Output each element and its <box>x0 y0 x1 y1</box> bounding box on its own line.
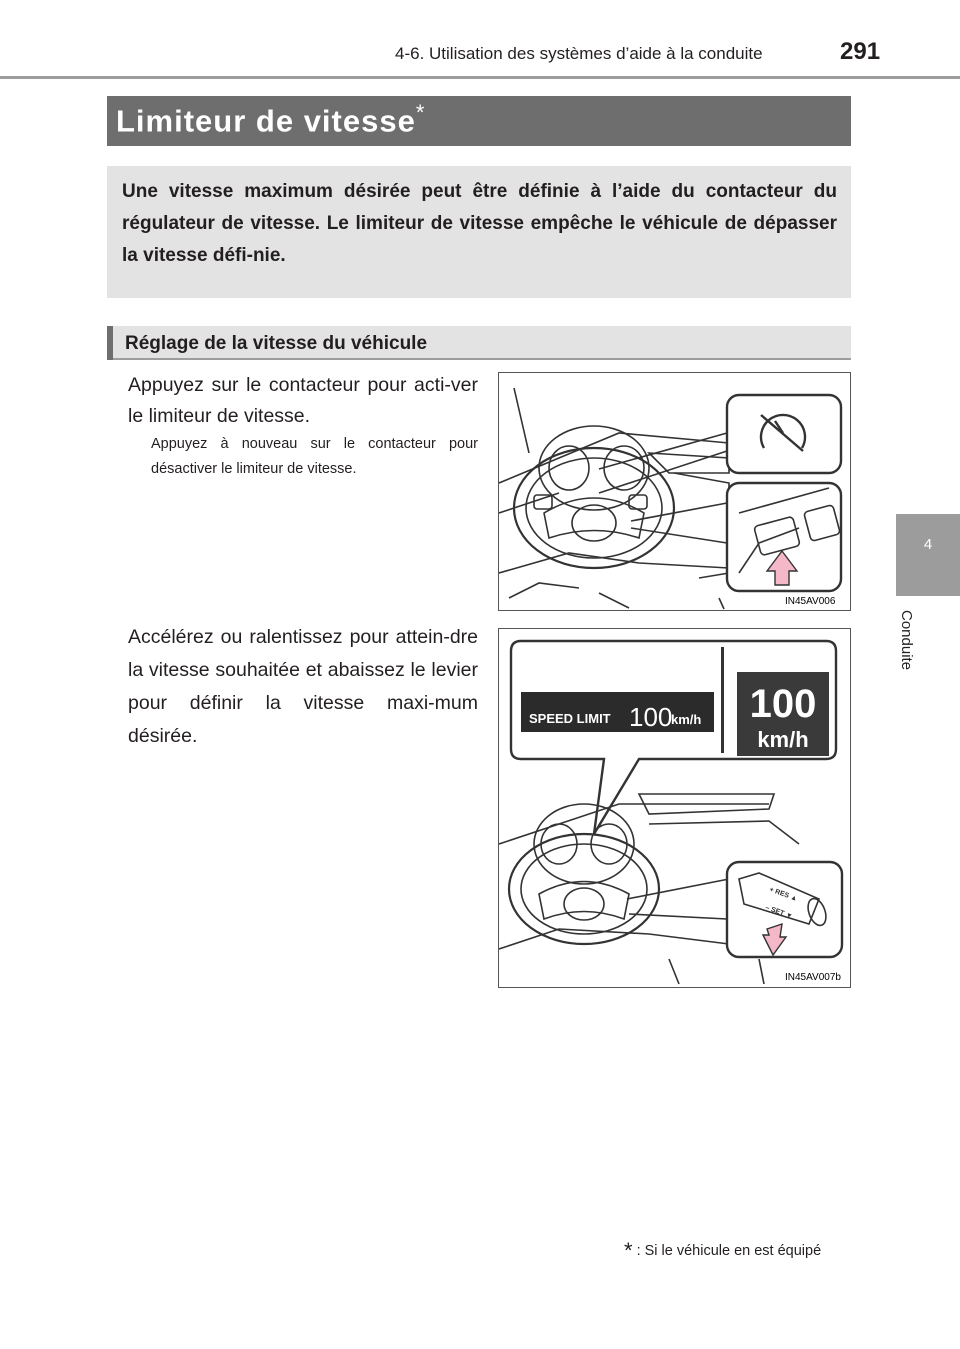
lever-res-label: + RES ▲ <box>768 886 799 903</box>
step-1-note: Appuyez à nouveau sur le contacteur pour désactiver le limiteur de vitesse. <box>151 436 478 477</box>
figure-1-illustration <box>499 373 850 610</box>
footnote-text: : Si le véhicule en est équipé <box>636 1243 822 1259</box>
figure-1-code: IN45AV006 <box>785 596 836 607</box>
intro-text: Une vitesse maximum désirée peut être définie à l’aide du contacteur du régulateur de vitesse. Le limiteur de vitesse empêche le véhicule de dépasser la vitesse défi-nie. <box>122 181 837 266</box>
page-title: Limiteur de vitesse* <box>116 100 426 139</box>
asterisk-icon: * <box>415 100 426 125</box>
figure-speed-limiter-switch <box>498 372 851 611</box>
speed-limit-label: SPEED LIMIT <box>529 711 611 726</box>
step-1-text: Appuyez sur le contacteur pour acti-ver le limiteur de vitesse. <box>128 374 478 427</box>
chapter-title: 4-6. Utilisation des systèmes d’aide à la conduite <box>395 44 763 63</box>
chapter-tab-label: Conduite <box>898 610 915 671</box>
asterisk-icon: * <box>624 1238 633 1263</box>
step-2-text: Accélérez ou ralentissez pour attein-dre la vitesse souhaitée et abaissez le levier pour définir la vitesse maxi-mum désirée. <box>128 626 478 747</box>
section-heading-bar <box>107 326 113 360</box>
speed-limit-value: 100 <box>629 702 673 732</box>
chapter-tab-number: 4 <box>923 536 933 553</box>
header-divider <box>0 76 960 79</box>
figure-2-illustration <box>499 629 850 987</box>
page-number: 291 <box>840 38 881 65</box>
section-heading: Réglage de la vitesse du véhicule <box>125 333 428 354</box>
figure-2-code: IN45AV007b <box>785 972 841 983</box>
figure-set-speed-lever <box>498 628 851 988</box>
footnote <box>624 1238 821 1264</box>
lever-set-label: – SET ▼ <box>764 904 794 921</box>
big-speed-unit: km/h <box>757 727 809 752</box>
chapter-tab <box>896 514 960 596</box>
speed-limit-unit: km/h <box>671 712 702 727</box>
big-speed-value: 100 <box>749 682 817 726</box>
